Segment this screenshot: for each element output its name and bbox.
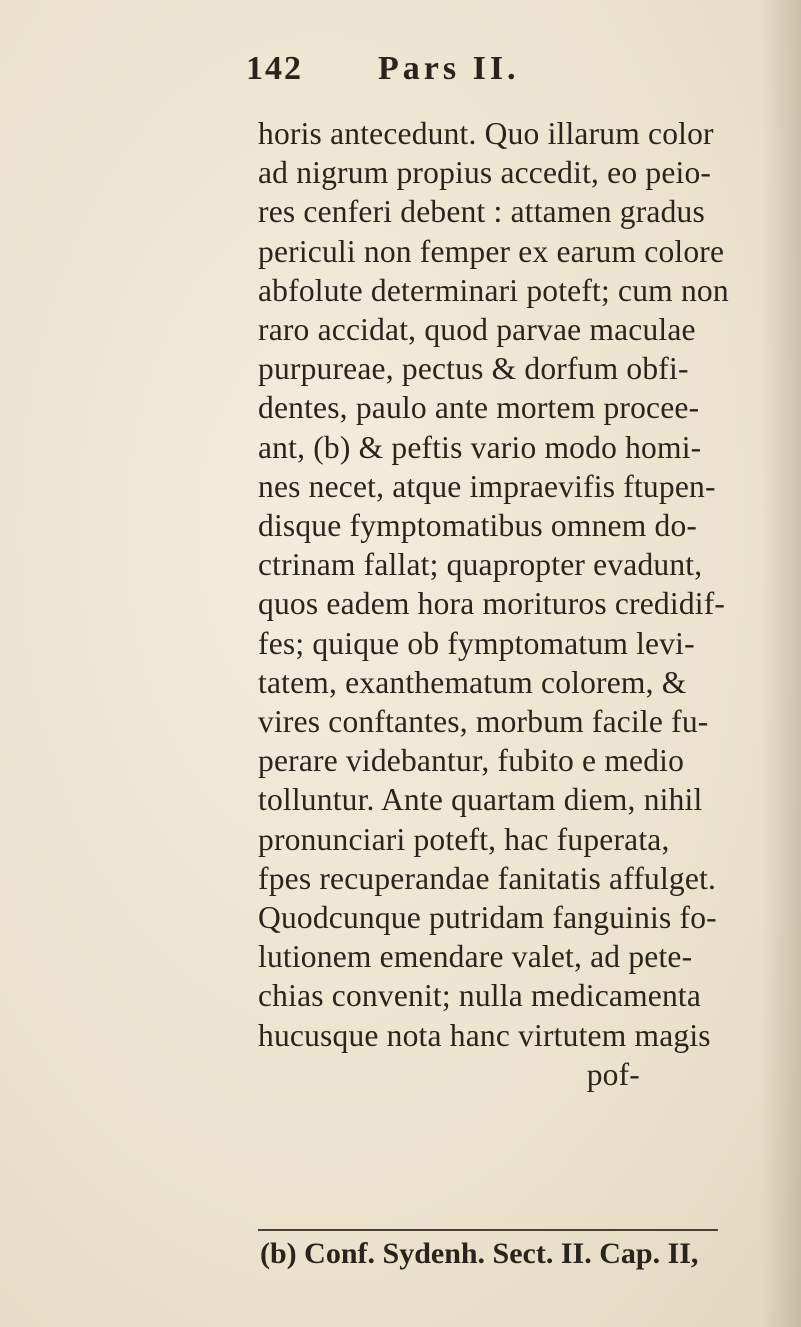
text-line: nes necet, atque impraevifis ftupen- xyxy=(258,468,716,504)
text-line: pronunciari poteft, hac fuperata, xyxy=(258,821,670,857)
text-line: fes; quique ob fymptomatum levi- xyxy=(258,625,695,661)
text-line: perare videbantur, fubito e medio xyxy=(258,743,685,779)
running-head xyxy=(246,50,666,100)
text-line: disque fymptomatibus omnem do- xyxy=(258,508,698,544)
text-line: fpes recuperandae fanitatis affulget. xyxy=(258,860,717,896)
text-line: lutionem emendare valet, ad pete- xyxy=(258,939,693,975)
text-line: res cenferi debent : attamen gradus xyxy=(258,194,705,230)
text-line: Quodcunque putridam fanguinis fo- xyxy=(258,900,717,936)
text-line: vires conftantes, morbum facile fu- xyxy=(258,704,709,740)
footnote-rule xyxy=(258,1229,718,1231)
text-line: tolluntur. Ante quartam diem, nihil xyxy=(258,782,703,818)
text-line: chias convenit; nulla medicamenta xyxy=(258,978,702,1014)
text-line: purpureae, pectus & dorfum obfi- xyxy=(258,351,689,387)
page-number: 142 xyxy=(246,50,303,87)
text-line: periculi non femper ex earum colore xyxy=(258,233,725,269)
text-line: quos eadem hora morituros credidif- xyxy=(258,586,726,622)
text-line: hucusque nota hanc virtutem magis xyxy=(258,1017,711,1053)
text-line: raro accidat, quod parvae maculae xyxy=(258,312,696,348)
running-title: Pars II. xyxy=(378,50,520,87)
text-line: tatem, exanthematum colorem, & xyxy=(258,664,687,700)
text-line: dentes, paulo ante mortem procee- xyxy=(258,390,700,426)
footnote: (b) Conf. Sydenh. Sect. II. Cap. II, xyxy=(260,1237,699,1270)
text-line: ad nigrum propius accedit, eo peio- xyxy=(258,155,712,191)
page-edge-shadow xyxy=(761,0,801,1327)
text-line: ant, (b) & peftis vario modo homi- xyxy=(258,429,702,465)
catchword: pof- xyxy=(586,1056,640,1092)
text-line: abfolute determinari poteft; cum non xyxy=(258,272,729,308)
body-text xyxy=(258,114,729,1094)
text-line: ctrinam fallat; quapropter evadunt, xyxy=(258,547,703,583)
text-line: horis antecedunt. Quo illarum color xyxy=(258,116,714,151)
